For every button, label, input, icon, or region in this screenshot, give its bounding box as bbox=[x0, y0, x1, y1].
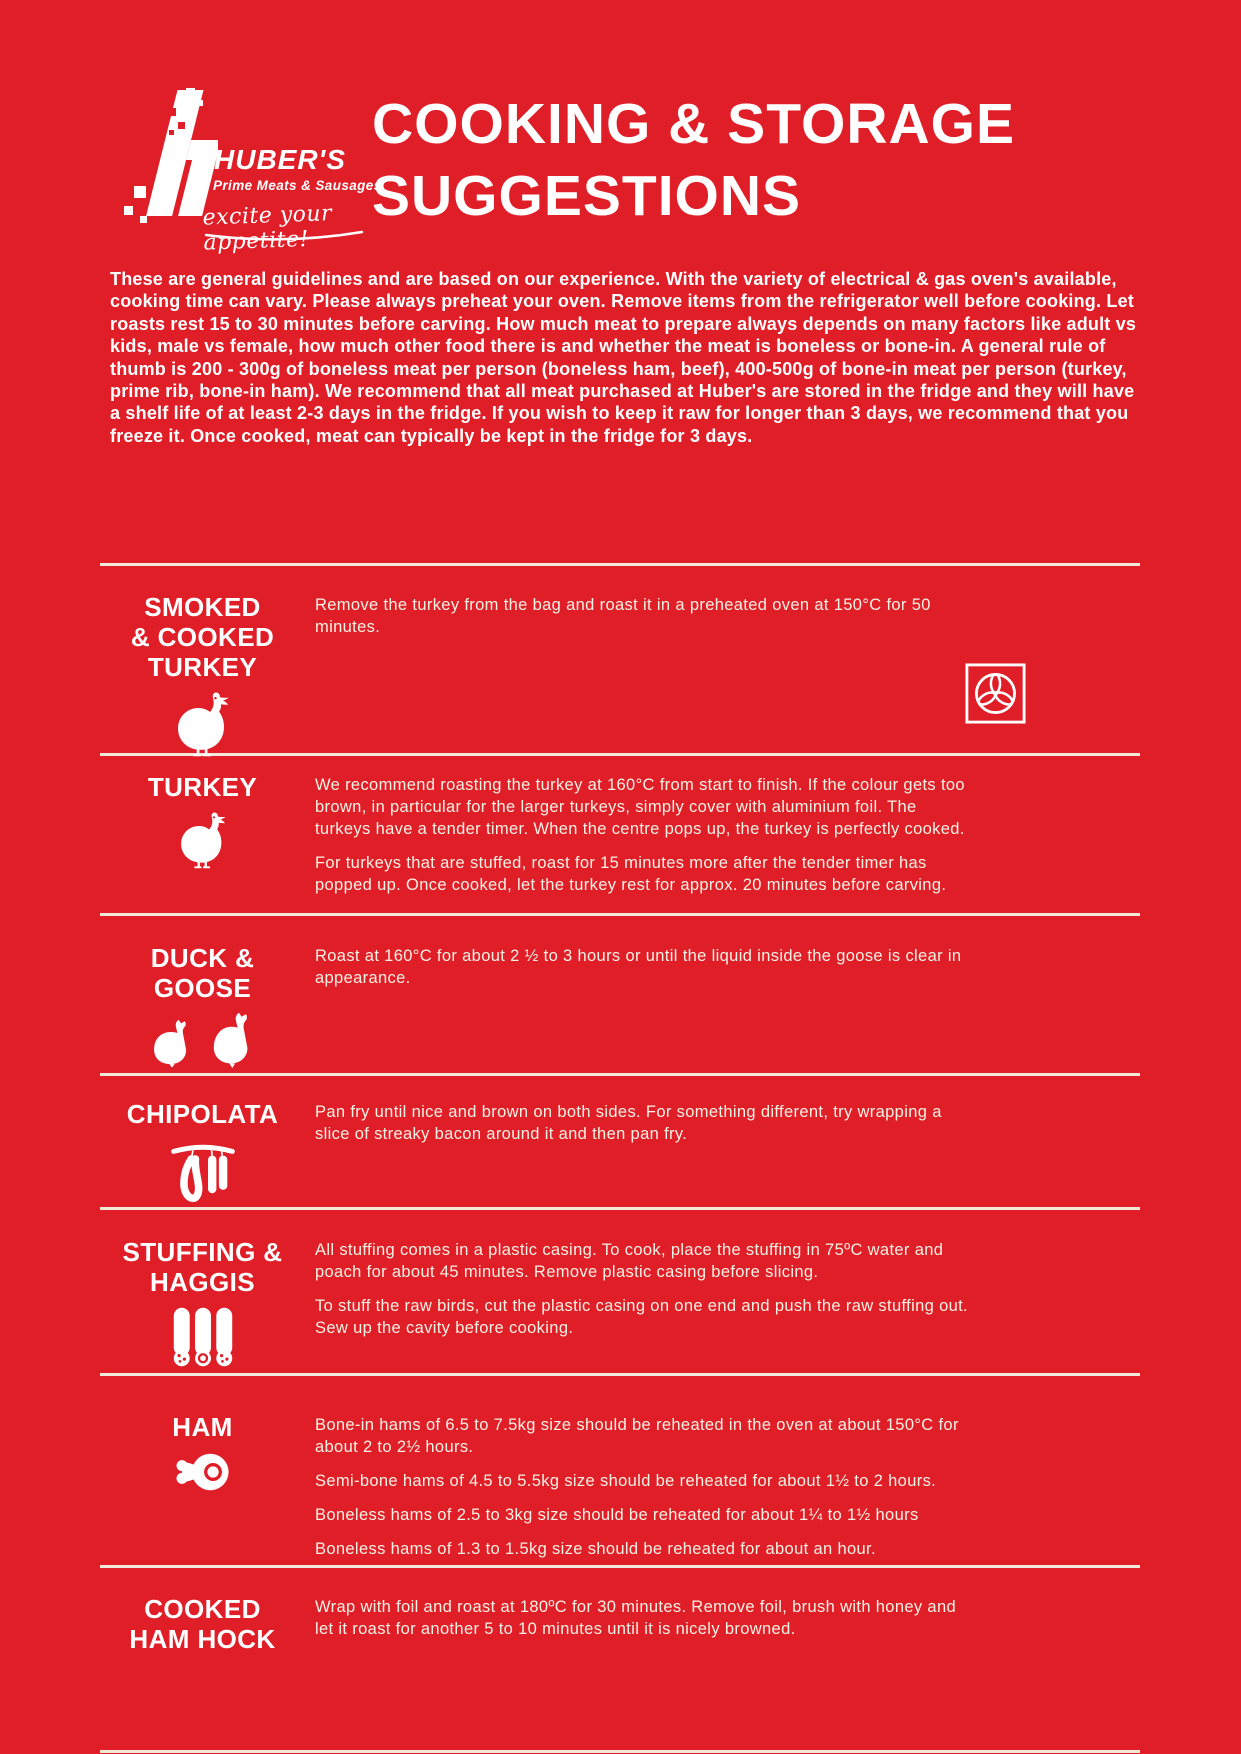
intro-paragraph: These are general guidelines and are based on our experience. With the variety of electrical & gas oven's available, cooking time can vary. Please always preheat your oven. Remove items from the refrigerator well before cooking. Let roasts rest 15 to 30 minutes before carving. How much meat to prepare always depends on many factors like adult vs kids, male vs female, how much other food there is and whether the meat is boneless or bone-in. A general rule of thumb is 200 - 300g of boneless meat per person (boneless ham, beef), 400-500g of bone-in meat per person (turkey, prime rib, bone-in ham). We recommend that all meat purchased at Huber's are stored in the fridge and they will have a shelf life of at least 2-3 days in the fridge. If you wish to keep it raw for longer than 3 days, we recommend that you freeze it. Once cooked, meat can typically be kept in the fridge for 3 days. bbox=[110, 269, 1137, 446]
section-body bbox=[315, 772, 975, 913]
section-smoked-cooked-turkey bbox=[100, 566, 1140, 753]
section-paragraph: We recommend roasting the turkey at 160°C from start to finish. If the colour gets too brown, in particular for the larger turkeys, simply cover with aluminium foil. The turkeys have a tender timer. When the centre pops up, the turkey is perfectly cooked. bbox=[315, 776, 965, 838]
section-heading-column bbox=[100, 592, 305, 753]
heading-line: STUFFING & bbox=[122, 1237, 283, 1267]
section-paragraph: Roast at 160°C for about 2 ½ to 3 hours or until the liquid inside the goose is clear in appearance. bbox=[315, 947, 962, 987]
page-title bbox=[372, 88, 1015, 232]
heading-line: TURKEY bbox=[147, 652, 258, 682]
section-body bbox=[315, 592, 975, 753]
oven-fan-icon bbox=[965, 663, 1026, 724]
title-line-1: COOKING & STORAGE bbox=[372, 92, 1015, 156]
heading-line: & COOKED bbox=[130, 622, 275, 652]
section-heading-column bbox=[100, 943, 305, 1073]
heading-line: TURKEY bbox=[147, 772, 258, 802]
section-paragraph: Wrap with foil and roast at 180ºC for 30 minutes. Remove foil, brush with honey and let it roast for another 5 to 10 minutes until it is nicely browned. bbox=[315, 1598, 956, 1638]
section-body bbox=[315, 1594, 975, 1750]
divider bbox=[100, 1750, 1140, 1753]
section-paragraph: Boneless hams of 2.5 to 3kg size should be reheated for about 1¼ to 1½ hours bbox=[315, 1506, 919, 1524]
heading-line: SMOKED bbox=[144, 592, 261, 622]
chipolata-icon bbox=[170, 1138, 236, 1210]
section-heading bbox=[172, 1412, 232, 1442]
section-paragraph: For turkeys that are stuffed, roast for 15 minutes more after the tender timer has popped up. Once cooked, let the turkey rest for approx. 20 minutes before carving. bbox=[315, 854, 947, 894]
heading-line: HAM bbox=[172, 1412, 233, 1442]
section-paragraph: Bone-in hams of 6.5 to 7.5kg size should be reheated in the oven at about 150°C for about 2 to 2½ hours. bbox=[315, 1416, 959, 1456]
section-ham bbox=[100, 1376, 1140, 1565]
section-cooked-ham-hock bbox=[100, 1568, 1140, 1750]
section-stuffing-haggis bbox=[100, 1210, 1140, 1373]
section-paragraph: Boneless hams of 1.3 to 1.5kg size should be reheated for about an hour. bbox=[315, 1540, 876, 1558]
brand-subtitle: Prime Meats & Sausages bbox=[213, 178, 382, 193]
ham-icon bbox=[173, 1451, 233, 1493]
section-duck-goose bbox=[100, 916, 1140, 1073]
section-heading bbox=[123, 1237, 283, 1297]
section-paragraph: Semi-bone hams of 4.5 to 5.5kg size should be reheated for about 1½ to 2 hours. bbox=[315, 1472, 937, 1490]
brand-tagline: excite your appetite! bbox=[202, 201, 333, 256]
brand-name: HUBER'S bbox=[214, 144, 346, 175]
section-heading-column bbox=[100, 1594, 305, 1750]
logo bbox=[108, 84, 408, 256]
heading-line: DUCK & bbox=[150, 943, 255, 973]
section-paragraph: Pan fry until nice and brown on both sides. For something different, try wrapping a slice of streaky bacon around it and then pan fry. bbox=[315, 1103, 942, 1143]
section-heading bbox=[129, 1594, 275, 1654]
section-heading bbox=[151, 943, 255, 1003]
section-heading-column bbox=[100, 1412, 305, 1565]
heading-line: COOKED bbox=[144, 1594, 261, 1624]
section-heading bbox=[148, 772, 257, 802]
goose-icon bbox=[209, 1012, 257, 1068]
turkey-icon bbox=[174, 691, 232, 757]
section-paragraph: Remove the turkey from the bag and roast it in a preheated oven at 150°C for 50 minutes. bbox=[315, 596, 931, 636]
section-heading bbox=[127, 1099, 278, 1129]
heading-line: CHIPOLATA bbox=[126, 1099, 279, 1129]
title-line-2: SUGGESTIONS bbox=[372, 164, 802, 228]
section-heading-column bbox=[100, 1099, 305, 1207]
section-body bbox=[315, 943, 975, 1073]
section-heading-column bbox=[100, 1237, 305, 1373]
tagline-swoosh-icon bbox=[204, 230, 364, 244]
section-body bbox=[315, 1412, 975, 1565]
section-chipolata bbox=[100, 1076, 1140, 1207]
section-body bbox=[315, 1237, 975, 1373]
turkey-icon bbox=[178, 811, 228, 869]
section-heading bbox=[131, 592, 274, 682]
heading-line: HAM HOCK bbox=[129, 1624, 276, 1654]
stuffing-icon bbox=[168, 1306, 238, 1368]
sections bbox=[100, 563, 1140, 1753]
section-body bbox=[315, 1099, 975, 1207]
section-paragraph: All stuffing comes in a plastic casing. To cook, place the stuffing in 75ºC water and poach for about 45 minutes. Remove plastic casing before slicing. bbox=[315, 1241, 944, 1281]
section-heading-column bbox=[100, 772, 305, 913]
duck-icon bbox=[149, 1016, 195, 1068]
section-turkey bbox=[100, 756, 1140, 913]
heading-line: HAGGIS bbox=[150, 1267, 255, 1297]
heading-line: GOOSE bbox=[153, 973, 252, 1003]
section-paragraph: To stuff the raw birds, cut the plastic casing on one end and push the raw stuffing out. Sew up the cavity before cooking. bbox=[315, 1297, 968, 1337]
